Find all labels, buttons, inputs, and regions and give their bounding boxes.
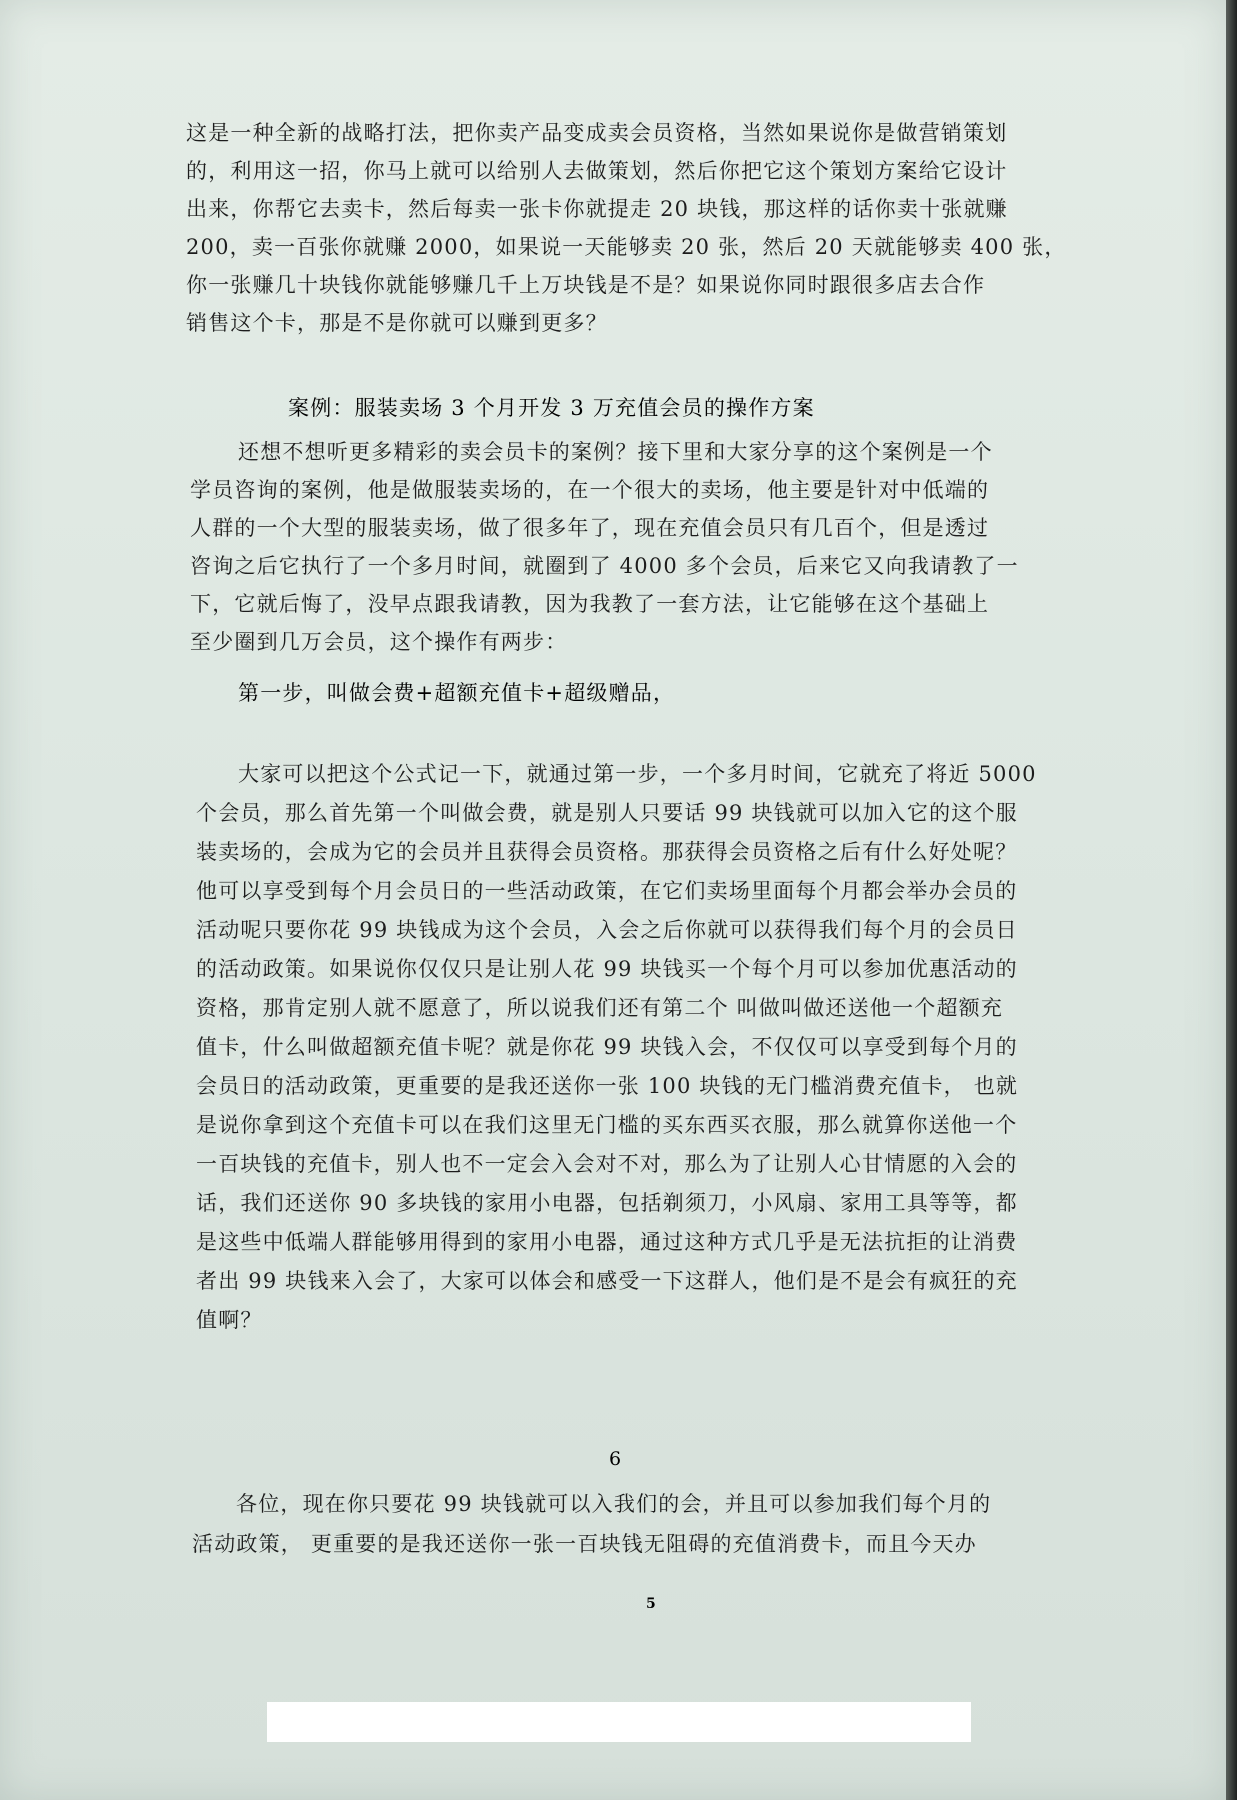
text-line: 值啊？ xyxy=(196,1308,263,1332)
text-line: 至少圈到几万会员，这个操作有两步： xyxy=(190,630,568,654)
text-line: 学员咨询的案例，他是做服装卖场的，在一个很大的卖场，他主要是针对中低端的 xyxy=(190,478,990,502)
text-line: 人群的一个大型的服装卖场，做了很多年了，现在充值会员只有几百个，但是透过 xyxy=(190,516,990,540)
text-line: 出来，你帮它去卖卡，然后每卖一张卡你就提走 20 块钱，那这样的话你卖十张就赚 xyxy=(186,197,1008,221)
text-line: 资格，那肯定别人就不愿意了，所以说我们还有第二个 叫做叫做还送他一个超额充 xyxy=(196,996,1004,1020)
text-line: 活动政策， 更重要的是我还送你一张一百块钱无阻碍的充值消费卡，而且今天办 xyxy=(192,1532,977,1556)
redaction-bar xyxy=(267,1702,971,1742)
text-line: 会员日的活动政策，更重要的是我还送你一张 100 块钱的无门槛消费充值卡， 也就 xyxy=(196,1074,1019,1098)
text-line: 的活动政策。如果说你仅仅只是让别人花 99 块钱买一个每个月可以参加优惠活动的 xyxy=(196,957,1018,981)
text-line: 你一张赚几十块钱你就能够赚几千上万块钱是不是？如果说你同时跟很多店去合作 xyxy=(186,273,986,297)
text-line: 个会员，那么首先第一个叫做会费，就是别人只要话 99 块钱就可以加入它的这个服 xyxy=(196,801,1018,825)
text-line: 是说你拿到这个充值卡可以在我们这里无门槛的买东西买衣服，那么就算你送他一个 xyxy=(196,1113,1018,1137)
text-line: 销售这个卡，那是不是你就可以赚到更多？ xyxy=(186,311,608,335)
text-line: 活动呢只要你花 99 块钱成为这个会员，入会之后你就可以获得我们每个月的会员日 xyxy=(196,918,1018,942)
step-one: 第一步，叫做会费+超额充值卡+超级赠品， xyxy=(238,681,676,705)
text-line: 值卡，什么叫做超额充值卡呢？就是你花 99 块钱入会，不仅仅可以享受到每个月的 xyxy=(196,1035,1018,1059)
footer-page-number: 5 xyxy=(646,1596,656,1612)
text-line: 200，卖一百张你就赚 2000，如果说一天能够卖 20 张，然后 20 天就能够卖 400 张， xyxy=(186,235,1067,259)
inner-page-number: 6 xyxy=(609,1448,622,1470)
text-line: 是这些中低端人群能够用得到的家用小电器，通过这种方式几乎是无法抗拒的让消费 xyxy=(196,1230,1018,1254)
text-line: 咨询之后它执行了一个多月时间，就圈到了 4000 多个会员，后来它又向我请教了一 xyxy=(190,554,1019,578)
text-line: 大家可以把这个公式记一下，就通过第一步，一个多月时间，它就充了将近 5000 xyxy=(238,762,1037,786)
text-line: 者出 99 块钱来入会了，大家可以体会和感受一下这群人，他们是不是会有疯狂的充 xyxy=(196,1269,1018,1293)
text-line: 一百块钱的充值卡，别人也不一定会入会对不对，那么为了让别人心甘情愿的入会的 xyxy=(196,1152,1018,1176)
text-line: 的，利用这一招，你马上就可以给别人去做策划，然后你把它这个策划方案给它设计 xyxy=(186,159,1008,183)
text-line: 下，它就后悔了，没早点跟我请教，因为我教了一套方法，让它能够在这个基础上 xyxy=(190,592,990,616)
text-line: 装卖场的，会成为它的会员并且获得会员资格。那获得会员资格之后有什么好处呢？ xyxy=(196,840,1018,864)
scan-edge-shadow xyxy=(1226,0,1237,1800)
text-line: 各位，现在你只要花 99 块钱就可以入我们的会，并且可以参加我们每个月的 xyxy=(236,1492,992,1516)
text-line: 还想不想听更多精彩的卖会员卡的案例？接下里和大家分享的这个案例是一个 xyxy=(238,440,993,464)
text-line: 他可以享受到每个月会员日的一些活动政策，在它们卖场里面每个月都会举办会员的 xyxy=(196,879,1018,903)
text-line: 话，我们还送你 90 多块钱的家用小电器，包括剃须刀，小风扇、家用工具等等，都 xyxy=(196,1191,1018,1215)
text-line: 这是一种全新的战略打法，把你卖产品变成卖会员资格，当然如果说你是做营销策划 xyxy=(186,121,1008,145)
case-title: 案例：服装卖场 3 个月开发 3 万充值会员的操作方案 xyxy=(288,396,815,420)
